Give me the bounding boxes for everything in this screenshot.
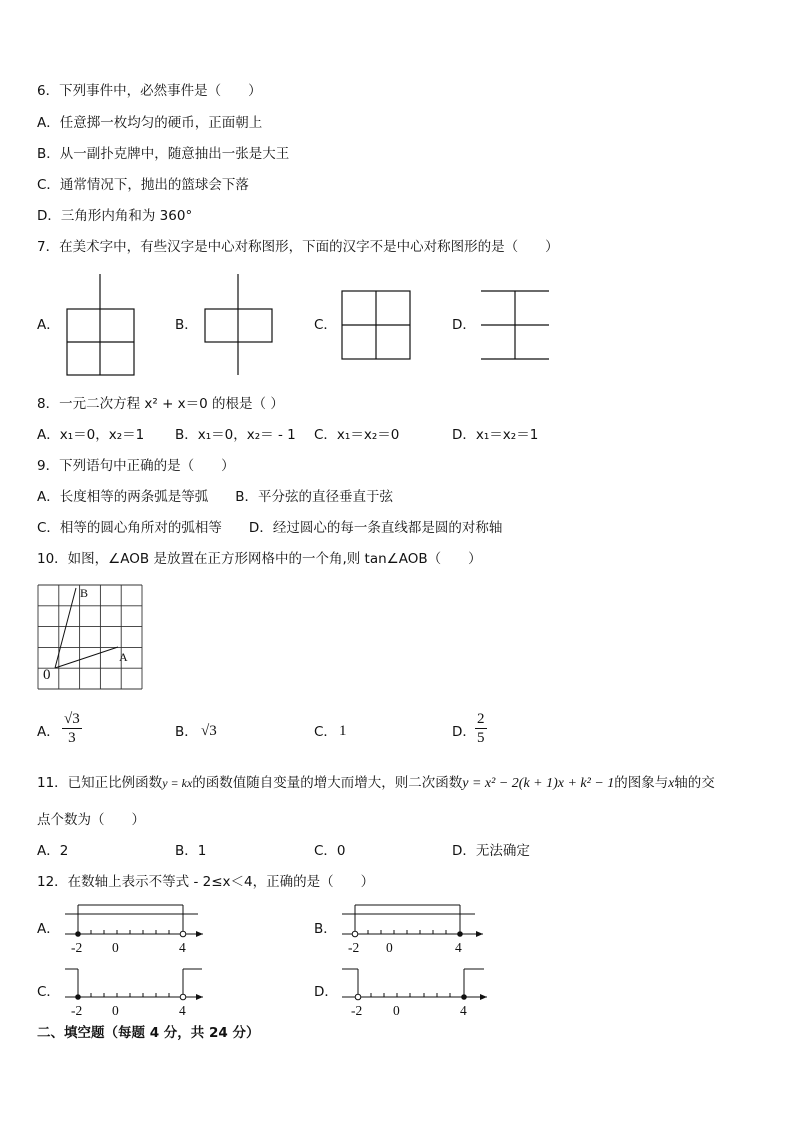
q11-proportional-function: y = kx xyxy=(162,776,193,790)
q7-figure-b xyxy=(200,272,280,382)
q6-option-d: D．三角形内角和为 360° xyxy=(37,208,193,224)
q7-figure-c xyxy=(338,288,418,363)
q12-d-tick-neg2: -2 xyxy=(351,1003,363,1018)
q11-text-3: 的图象与 xyxy=(614,775,669,791)
q10-label-b: B． xyxy=(175,724,198,740)
q12-d-tick-four: 4 xyxy=(460,1003,467,1018)
q8-stem: 8．一元二次方程 x² + x＝0 的根是（ ） xyxy=(37,396,284,412)
q6-stem: 6．下列事件中，必然事件是（ ） xyxy=(37,83,262,99)
q12-a-tick-zero: 0 xyxy=(112,940,119,955)
q12-numberline-d xyxy=(337,963,492,1008)
q9-options-line2: C．相等的圆心角所对的弧相等 D．经过圆心的每一条直线都是圆的对称轴 xyxy=(37,520,503,536)
q10-stem: 10．如图，∠AOB 是放置在正方形网格中的一个角,则 tan∠AOB（ ） xyxy=(37,551,482,567)
q11-option-b: B．1 xyxy=(175,843,207,859)
q12-numberline-c xyxy=(60,963,210,1008)
q10-point-o-label: 0 xyxy=(43,667,51,683)
q11-text-4: 轴的交 xyxy=(674,775,715,791)
q12-label-a: A． xyxy=(37,921,60,937)
q7-label-c: C． xyxy=(314,317,337,333)
q6-option-a: A．任意掷一枚均匀的硬币，正面朝上 xyxy=(37,115,263,131)
q12-label-c: C． xyxy=(37,984,60,1000)
q11-text-2: 的函数值随自变量的增大而增大，则二次函数 xyxy=(192,775,463,791)
q12-numberline-a xyxy=(60,900,210,945)
q8-option-d: D．x₁＝x₂＝1 xyxy=(452,427,539,443)
q10-label-d: D． xyxy=(452,724,476,740)
q10-option-a-numerator: √3 xyxy=(64,711,80,727)
q11-x-variable: x xyxy=(668,775,675,790)
q7-label-d: D． xyxy=(452,317,476,333)
q11-line1 xyxy=(37,775,715,792)
q10-point-b-label: B xyxy=(80,586,89,600)
q7-label-b: B． xyxy=(175,317,198,333)
q12-numberline-b xyxy=(337,900,492,945)
q7-figure-a xyxy=(60,272,140,382)
q7-label-a: A． xyxy=(37,317,60,333)
q10-option-c-value: 1 xyxy=(339,723,347,739)
q10-point-a-label: A xyxy=(119,650,128,664)
q9-options-line1: A．长度相等的两条弧是等弧 B．平分弦的直径垂直于弦 xyxy=(37,489,393,505)
q11-option-d: D．无法确定 xyxy=(452,843,530,859)
q11-text-1: 11．已知正比例函数 xyxy=(37,775,163,791)
q11-quadratic-function: y = x² − 2(k + 1)x + k² − 1 xyxy=(462,776,615,791)
q12-c-tick-neg2: -2 xyxy=(71,1003,83,1018)
q8-option-c: C．x₁＝x₂＝0 xyxy=(314,427,400,443)
q11-option-a: A．2 xyxy=(37,843,69,859)
q12-b-tick-neg2: -2 xyxy=(348,940,360,955)
q12-c-tick-zero: 0 xyxy=(112,1003,119,1018)
q7-stem: 7．在美术字中，有些汉字是中心对称图形，下面的汉字不是中心对称图形的是（ ） xyxy=(37,239,559,255)
q10-option-d-numerator: 2 xyxy=(477,711,485,727)
q10-option-a-denominator: 3 xyxy=(68,730,76,746)
q10-label-c: C． xyxy=(314,724,337,740)
q11-option-c: C．0 xyxy=(314,843,346,859)
q12-b-tick-zero: 0 xyxy=(386,940,393,955)
q12-stem: 12．在数轴上表示不等式 - 2≤x＜4，正确的是（ ） xyxy=(37,874,375,890)
section-2-heading: 二、填空题（每题 4 分，共 24 分） xyxy=(37,1025,260,1041)
q10-option-b-value: √3 xyxy=(201,723,217,739)
q12-a-tick-four: 4 xyxy=(179,940,186,955)
q8-option-b: B．x₁＝0，x₂＝ - 1 xyxy=(175,427,296,443)
q10-label-a: A． xyxy=(37,724,60,740)
q9-stem: 9．下列语句中正确的是（ ） xyxy=(37,458,235,474)
q10-option-d-fraction xyxy=(475,710,487,747)
q8-option-a: A．x₁＝0，x₂＝1 xyxy=(37,427,145,443)
q10-grid-figure xyxy=(38,585,143,693)
q12-label-b: B． xyxy=(314,921,337,937)
q12-a-tick-neg2: -2 xyxy=(71,940,83,955)
q6-option-b: B．从一副扑克牌中，随意抽出一张是大王 xyxy=(37,146,290,162)
q6-option-c: C．通常情况下，抛出的篮球会下落 xyxy=(37,177,249,193)
q12-c-tick-four: 4 xyxy=(179,1003,186,1018)
q12-d-tick-zero: 0 xyxy=(393,1003,400,1018)
q10-option-d-denominator: 5 xyxy=(477,730,485,746)
q12-b-tick-four: 4 xyxy=(455,940,462,955)
q12-label-d: D． xyxy=(314,984,338,1000)
q10-option-a-fraction xyxy=(62,710,82,747)
q7-figure-d xyxy=(478,288,558,363)
q11-line2: 点个数为（ ） xyxy=(37,812,145,828)
